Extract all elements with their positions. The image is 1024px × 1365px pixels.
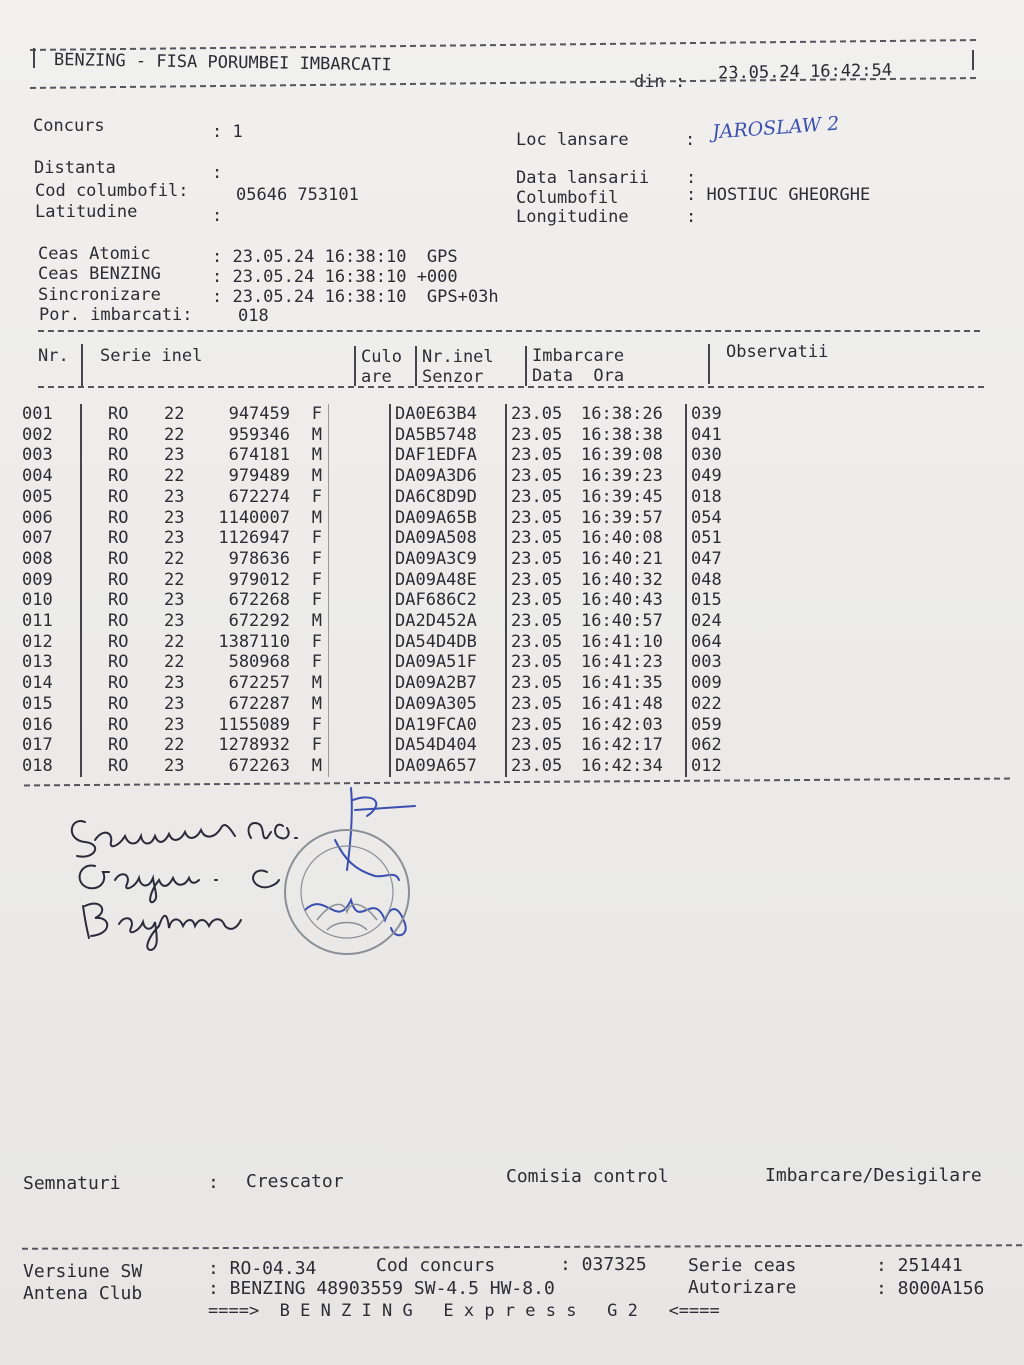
cell-tara: RO [108,486,129,507]
col-observatii-header: Observatii [726,342,829,362]
cell-data: 23.05 [506,590,581,611]
cell-an: 22 [164,424,185,445]
cell-ora: 16:38:26 [581,404,663,424]
ceas-benzing-label: Ceas BENZING [38,264,161,284]
loc-lansare-handwritten: JAROSLAW 2 [711,112,841,144]
cell-obs: 030 [686,445,751,466]
cell-num: 672268 [228,590,290,611]
cell-spacer [329,715,391,736]
imbarcare-desigilare-label: Imbarcare/Desigilare [765,1165,982,1186]
col-serie-header: Serie inel [100,346,203,366]
cell-tara: RO [108,714,129,735]
cell-data: 23.05 [506,404,581,425]
cell-an: 23 [164,693,185,714]
cell-obs: 012 [686,756,751,777]
cell-obs: 009 [686,673,751,694]
table-row [22,652,751,673]
crescator-label: Crescator [246,1171,344,1192]
cell-senzor: DA09A305 [390,694,506,715]
print-timestamp: 23.05.24 16:42:54 [717,60,893,84]
cell-sex: M [311,611,322,632]
cell-spacer [329,466,391,487]
cell-senzor: DA5B5748 [390,425,506,446]
header-bottom-rule [30,77,976,89]
cell-ora: 16:40:43 [581,590,663,611]
cell-spacer [329,425,391,446]
cell-data: 23.05 [506,445,581,466]
cell-spacer [81,466,108,487]
cell-ora: 16:41:10 [581,631,663,652]
cell-senzor: DAF686C2 [390,590,506,611]
cell-spacer [329,445,391,466]
versiune-sw-label: Versiune SW [23,1261,143,1282]
cell-obs: 003 [686,652,751,673]
cell-senzor: DA09A657 [390,756,506,777]
cell-num: 1126947 [218,528,290,549]
cell-obs: 062 [686,735,751,756]
cell-an: 23 [164,445,185,466]
cell-ora: 16:40:08 [581,528,663,549]
autorizare-value: : 8000A156 [876,1278,985,1299]
cod-columbofil-label: Cod columbofil: [35,181,189,201]
concurs-value: : 1 [212,122,243,142]
sincronizare-label: Sincronizare [38,285,161,305]
cell-ora: 16:41:48 [581,693,663,714]
cell-nr: 002 [22,424,53,445]
cell-data: 23.05 [506,652,581,673]
cell-num: 1140007 [218,507,290,528]
cell-spacer [81,735,108,756]
table-row [22,425,751,446]
cell-spacer [329,590,391,611]
col-culoare-header-2: are [361,367,392,387]
cell-num: 672257 [228,673,290,694]
cell-ora: 16:40:21 [581,548,663,569]
longitudine-label: Longitudine [516,207,629,227]
col-nrinel-header-1: Nr.inel [422,347,494,367]
cell-nr: 005 [22,486,53,507]
cell-ora: 16:39:08 [581,445,663,466]
cell-spacer [81,528,108,549]
cell-spacer [329,570,391,591]
cell-sex: M [311,466,322,487]
cell-spacer [81,694,108,715]
cell-sex: F [311,548,322,569]
cell-sex: M [311,445,322,466]
table-row [22,715,751,736]
cell-ora: 16:39:23 [581,466,663,487]
loc-lansare-sep: : [685,130,696,150]
col-divider [354,346,356,386]
cell-data: 23.05 [506,570,581,591]
table-row [22,735,751,756]
col-imbarcare-header-1: Imbarcare [532,346,625,366]
serie-ceas-value: : 251441 [876,1255,963,1276]
cell-nr: 007 [22,528,53,549]
cell-ora: 16:41:23 [581,652,663,673]
cell-an: 23 [164,673,185,694]
cell-num: 1155089 [218,714,290,735]
longitudine-value: : [686,207,697,227]
cell-nr: 012 [22,631,53,652]
cell-sex: M [311,673,322,694]
cell-tara: RO [108,466,129,487]
cell-senzor: DA09A65B [390,508,506,529]
cell-spacer [329,652,391,673]
cell-senzor: DA19FCA0 [390,715,506,736]
col-divider [525,346,527,386]
cell-tara: RO [108,755,129,776]
din-label: din : [634,72,686,92]
cell-tara: RO [108,590,129,611]
cell-obs: 064 [686,632,751,653]
cell-spacer [329,487,391,508]
cell-ora: 16:42:03 [581,714,663,735]
cell-spacer [81,673,108,694]
cell-spacer [81,549,108,570]
cell-an: 22 [164,569,185,590]
cell-tara: RO [108,404,129,424]
table-row [22,570,751,591]
cell-an: 23 [164,507,185,528]
cell-an: 23 [164,590,185,611]
cell-obs: 059 [686,715,751,736]
table-row [22,487,751,508]
cell-spacer [329,673,391,694]
cell-nr: 009 [22,569,53,590]
cell-sex: M [311,755,322,776]
cell-sex: F [311,569,322,590]
cell-tara: RO [108,424,129,445]
cell-nr: 016 [22,714,53,735]
cell-tara: RO [108,528,129,549]
cod-columbofil-value: 05646 753101 [236,185,359,205]
columns-top-rule [38,330,980,332]
serie-ceas-label: Serie ceas [688,1255,797,1276]
cell-senzor: DA54D404 [390,735,506,756]
cell-nr: 010 [22,590,53,611]
cell-num: 979489 [228,466,290,487]
cell-nr: 011 [22,611,53,632]
concurs-label: Concurs [33,116,105,136]
cell-sex: F [311,652,322,673]
col-divider [708,344,710,384]
table-row [22,404,751,425]
cell-senzor: DA09A2B7 [390,673,506,694]
cell-num: 672274 [228,486,290,507]
cell-ora: 16:40:57 [581,611,663,632]
cell-ora: 16:40:32 [581,569,663,590]
cell-nr: 003 [22,445,53,466]
cell-an: 23 [164,755,185,776]
latitudine-value: : [212,206,223,226]
cell-nr: 004 [22,466,53,487]
columbofil-value: : HOSTIUC GHEORGHE [686,185,871,205]
cod-concurs-label: Cod concurs [376,1255,496,1276]
versiune-sw-value: : RO-04.34 [208,1258,317,1279]
cell-an: 23 [164,714,185,735]
cell-data: 23.05 [506,632,581,653]
cell-num: 979012 [228,569,290,590]
cell-tara: RO [108,445,129,466]
cell-data: 23.05 [506,528,581,549]
cell-data: 23.05 [506,611,581,632]
cell-an: 22 [164,548,185,569]
table-row [22,694,751,715]
cell-spacer [329,549,391,570]
cell-tara: RO [108,652,129,673]
cell-an: 22 [164,404,185,424]
cell-spacer [329,611,391,632]
cell-an: 22 [164,631,185,652]
cell-nr: 015 [22,693,53,714]
cell-tara: RO [108,507,129,528]
cell-ora: 16:41:35 [581,673,663,694]
table-row [22,632,751,653]
semnaturi-label: Semnaturi [23,1173,121,1194]
cell-data: 23.05 [506,756,581,777]
table-row [22,756,751,777]
ceas-benzing-value: : 23.05.24 16:38:10 +000 [212,267,458,287]
cell-tara: RO [108,673,129,694]
sincronizare-value: : 23.05.24 16:38:10 GPS+03h [212,287,499,307]
cell-spacer [81,632,108,653]
cell-sex: M [311,693,322,714]
por-imbarcati-label: Por. imbarcati: [39,305,193,325]
cell-num: 672263 [228,755,290,776]
cell-nr: 008 [22,548,53,569]
cell-sex: M [311,507,322,528]
cell-senzor: DA09A3C9 [390,549,506,570]
cell-num: 978636 [228,548,290,569]
cell-data: 23.05 [506,715,581,736]
distanta-value: : [212,163,223,183]
antena-club-value: : BENZING 48903559 SW-4.5 HW-8.0 [208,1278,555,1299]
cell-data: 23.05 [506,487,581,508]
cell-obs: 018 [686,487,751,508]
cell-sex: F [311,631,322,652]
table-row [22,590,751,611]
cell-spacer [81,425,108,446]
cell-num: 1278932 [218,735,290,756]
cell-spacer [81,652,108,673]
latitudine-label: Latitudine [35,202,138,222]
cell-num: 672287 [228,693,290,714]
cell-spacer [329,632,391,653]
cell-obs: 048 [686,570,751,591]
cell-spacer [81,508,108,529]
cell-senzor: DAF1EDFA [390,445,506,466]
cell-obs: 015 [686,590,751,611]
col-divider [415,346,417,386]
brand-line: ====> B E N Z I N G E x p r e s s G 2 <==== [208,1301,720,1321]
cell-spacer [81,590,108,611]
cell-num: 580968 [228,652,290,673]
cell-senzor: DA09A508 [390,528,506,549]
cell-an: 22 [164,652,185,673]
ceas-atomic-value: : 23.05.24 16:38:10 GPS [212,247,458,267]
cell-tara: RO [108,548,129,569]
cell-senzor: DA09A3D6 [390,466,506,487]
table-row [22,549,751,570]
cell-obs: 047 [686,549,751,570]
cell-sex: F [311,528,322,549]
cell-nr: 006 [22,507,53,528]
cell-spacer [81,445,108,466]
cell-sex: F [311,714,322,735]
cell-senzor: DA54D4DB [390,632,506,653]
table-row [22,508,751,529]
ceas-atomic-label: Ceas Atomic [38,244,151,264]
semnaturi-sep: : [208,1172,219,1193]
cell-senzor: DA09A51F [390,652,506,673]
distanta-label: Distanta [34,158,116,178]
cell-spacer [329,756,391,777]
cell-ora: 16:38:38 [581,424,663,445]
header-top-rule [30,39,976,51]
cell-spacer [329,528,391,549]
cell-ora: 16:42:34 [581,755,663,776]
cell-sex: F [311,486,322,507]
cod-concurs-value: : 037325 [560,1254,647,1275]
cell-nr: 013 [22,652,53,673]
cell-sex: F [311,590,322,611]
columbofil-label: Columbofil [516,188,619,208]
col-culoare-header-1: Culo [361,347,402,367]
cell-sex: F [311,735,322,756]
cell-num: 672292 [228,611,290,632]
table-row [22,466,751,487]
table-row [22,528,751,549]
data-lansarii-label: Data lansarii [516,168,650,188]
cell-sex: F [311,404,322,424]
cell-tara: RO [108,631,129,652]
cell-ora: 16:39:57 [581,507,663,528]
cell-obs: 054 [686,508,751,529]
columns-bottom-rule [38,386,984,388]
cell-num: 959346 [228,424,290,445]
table-row [22,445,751,466]
cell-num: 1387110 [218,631,290,652]
por-imbarcati-value: 018 [238,306,269,326]
comisia-control-label: Comisia control [506,1166,669,1187]
cell-nr: 017 [22,735,53,756]
cell-obs: 049 [686,466,751,487]
col-divider [81,344,83,386]
cell-senzor: DA6C8D9D [390,487,506,508]
cell-spacer [329,694,391,715]
cell-spacer [81,611,108,632]
cell-senzor: DA2D452A [390,611,506,632]
header-right-bar [972,50,974,70]
antena-club-label: Antena Club [23,1283,143,1304]
cell-data: 23.05 [506,694,581,715]
cell-data: 23.05 [506,735,581,756]
cell-nr: 014 [22,673,53,694]
cell-tara: RO [108,735,129,756]
table-row [22,673,751,694]
cell-nr: 001 [22,404,53,424]
cell-tara: RO [108,611,129,632]
cell-obs: 022 [686,694,751,715]
cell-spacer [329,508,391,529]
cell-spacer [329,735,391,756]
footer-top-rule [22,1244,1022,1249]
data-lansarii-value: : [686,168,697,188]
cell-num: 674181 [228,445,290,466]
cell-spacer [329,404,391,425]
cell-spacer [81,756,108,777]
cell-obs: 024 [686,611,751,632]
cell-tara: RO [108,693,129,714]
cell-an: 22 [164,735,185,756]
autorizare-label: Autorizare [688,1277,797,1298]
cell-nr: 018 [22,755,53,776]
cell-ora: 16:42:17 [581,735,663,756]
cell-an: 23 [164,528,185,549]
table-row [22,611,751,632]
cell-an: 23 [164,486,185,507]
cell-ora: 16:39:45 [581,486,663,507]
cell-senzor: DA0E63B4 [390,404,506,425]
cell-obs: 041 [686,425,751,446]
cell-num: 947459 [228,404,290,424]
header-left-bar [33,48,35,68]
col-nrinel-header-2: Senzor [422,367,484,387]
cell-senzor: DA09A48E [390,570,506,591]
cell-data: 23.05 [506,673,581,694]
cell-spacer [81,715,108,736]
handwritten-signatures [55,780,435,980]
cell-data: 23.05 [506,508,581,529]
pigeon-table [22,404,751,777]
cell-spacer [81,570,108,591]
cell-obs: 051 [686,528,751,549]
cell-an: 23 [164,611,185,632]
cell-an: 22 [164,466,185,487]
cell-data: 23.05 [506,425,581,446]
cell-data: 23.05 [506,549,581,570]
cell-sex: M [311,424,322,445]
page-title: BENZING - FISA PORUMBEI IMBARCATI [53,50,392,76]
cell-spacer [81,404,108,425]
cell-spacer [81,487,108,508]
cell-data: 23.05 [506,466,581,487]
col-nr-header: Nr. [38,346,69,366]
cell-obs: 039 [686,404,751,425]
cell-tara: RO [108,569,129,590]
col-imbarcare-header-2: Data Ora [532,366,625,386]
loc-lansare-label: Loc lansare [516,130,629,150]
